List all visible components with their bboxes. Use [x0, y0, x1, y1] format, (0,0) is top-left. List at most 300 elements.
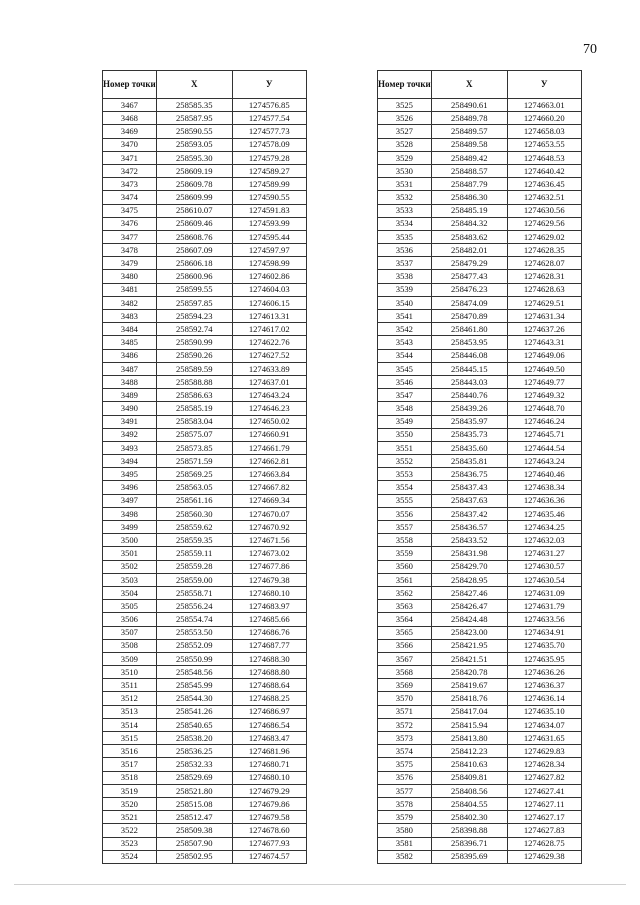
- table-row: [103, 718, 307, 731]
- cell-point-number: 3542: [378, 323, 432, 336]
- cell-x: 258502.95: [156, 850, 232, 863]
- cell-x: 258410.63: [431, 758, 507, 771]
- cell-y: 1274669.34: [232, 494, 306, 507]
- cell-x: 258398.88: [431, 824, 507, 837]
- table-row: [103, 296, 307, 309]
- coordinates-table-right: [377, 70, 582, 864]
- cell-point-number: 3567: [378, 652, 432, 665]
- cell-x: 258586.63: [156, 389, 232, 402]
- table-row: [103, 336, 307, 349]
- cell-y: 1274636.14: [507, 692, 581, 705]
- table-row: [378, 679, 582, 692]
- cell-x: 258436.75: [431, 468, 507, 481]
- table-row: [378, 389, 582, 402]
- cell-point-number: 3529: [378, 151, 432, 164]
- cell-y: 1274686.76: [232, 626, 306, 639]
- cell-point-number: 3494: [103, 455, 157, 468]
- cell-x: 258435.81: [431, 455, 507, 468]
- cell-x: 258396.71: [431, 837, 507, 850]
- cell-point-number: 3518: [103, 771, 157, 784]
- cell-y: 1274635.10: [507, 705, 581, 718]
- cell-x: 258437.63: [431, 494, 507, 507]
- cell-x: 258609.46: [156, 217, 232, 230]
- table-row: [378, 428, 582, 441]
- cell-point-number: 3572: [378, 718, 432, 731]
- table-row: [103, 560, 307, 573]
- table-row: [378, 230, 582, 243]
- cell-y: 1274646.24: [507, 415, 581, 428]
- table-row: [378, 639, 582, 652]
- cell-x: 258470.89: [431, 310, 507, 323]
- cell-point-number: 3478: [103, 244, 157, 257]
- table-row: [103, 771, 307, 784]
- cell-point-number: 3496: [103, 481, 157, 494]
- cell-x: 258420.78: [431, 666, 507, 679]
- cell-y: 1274604.03: [232, 283, 306, 296]
- table-row: [378, 745, 582, 758]
- table-header-row: [378, 71, 582, 99]
- cell-point-number: 3545: [378, 362, 432, 375]
- cell-point-number: 3506: [103, 613, 157, 626]
- cell-point-number: 3577: [378, 784, 432, 797]
- cell-x: 258404.55: [431, 797, 507, 810]
- cell-y: 1274633.89: [232, 362, 306, 375]
- cell-x: 258559.35: [156, 534, 232, 547]
- cell-x: 258485.19: [431, 204, 507, 217]
- cell-point-number: 3503: [103, 573, 157, 586]
- cell-y: 1274589.27: [232, 164, 306, 177]
- cell-y: 1274597.97: [232, 244, 306, 257]
- cell-x: 258436.57: [431, 521, 507, 534]
- table-row: [378, 586, 582, 599]
- cell-x: 258541.26: [156, 705, 232, 718]
- cell-x: 258563.05: [156, 481, 232, 494]
- cell-x: 258544.30: [156, 692, 232, 705]
- cell-point-number: 3541: [378, 310, 432, 323]
- cell-y: 1274678.60: [232, 824, 306, 837]
- cell-y: 1274637.26: [507, 323, 581, 336]
- table-row: [103, 573, 307, 586]
- table-row: [103, 402, 307, 415]
- cell-point-number: 3482: [103, 296, 157, 309]
- cell-x: 258594.23: [156, 310, 232, 323]
- cell-x: 258443.03: [431, 375, 507, 388]
- cell-x: 258479.29: [431, 257, 507, 270]
- table-row: [378, 573, 582, 586]
- cell-point-number: 3513: [103, 705, 157, 718]
- cell-y: 1274660.20: [507, 112, 581, 125]
- table-row: [378, 375, 582, 388]
- table-row: [378, 481, 582, 494]
- cell-point-number: 3560: [378, 560, 432, 573]
- cell-point-number: 3573: [378, 732, 432, 745]
- table-row: [378, 244, 582, 257]
- table-row: [103, 389, 307, 402]
- cell-y: 1274679.58: [232, 811, 306, 824]
- cell-point-number: 3562: [378, 586, 432, 599]
- cell-x: 258588.88: [156, 375, 232, 388]
- cell-y: 1274634.07: [507, 718, 581, 731]
- cell-x: 258507.90: [156, 837, 232, 850]
- cell-y: 1274653.55: [507, 138, 581, 151]
- cell-y: 1274628.31: [507, 270, 581, 283]
- table-row: [378, 824, 582, 837]
- table-row: [378, 125, 582, 138]
- cell-x: 258521.80: [156, 784, 232, 797]
- table-row: [378, 521, 582, 534]
- table-row: [378, 336, 582, 349]
- cell-x: 258489.57: [431, 125, 507, 138]
- table-row: [103, 164, 307, 177]
- table-row: [378, 692, 582, 705]
- cell-y: 1274578.09: [232, 138, 306, 151]
- table-row: [103, 784, 307, 797]
- cell-x: 258569.25: [156, 468, 232, 481]
- cell-point-number: 3511: [103, 679, 157, 692]
- cell-x: 258429.70: [431, 560, 507, 573]
- cell-y: 1274595.44: [232, 230, 306, 243]
- cell-x: 258453.95: [431, 336, 507, 349]
- cell-point-number: 3490: [103, 402, 157, 415]
- table-row: [378, 362, 582, 375]
- cell-y: 1274660.91: [232, 428, 306, 441]
- cell-y: 1274602.86: [232, 270, 306, 283]
- cell-x: 258597.85: [156, 296, 232, 309]
- cell-y: 1274635.95: [507, 652, 581, 665]
- cell-x: 258423.00: [431, 626, 507, 639]
- cell-point-number: 3528: [378, 138, 432, 151]
- cell-y: 1274640.42: [507, 164, 581, 177]
- cell-x: 258415.94: [431, 718, 507, 731]
- cell-x: 258583.04: [156, 415, 232, 428]
- cell-y: 1274686.97: [232, 705, 306, 718]
- cell-point-number: 3575: [378, 758, 432, 771]
- table-row: [378, 850, 582, 863]
- table-row: [378, 771, 582, 784]
- table-row: [103, 732, 307, 745]
- cell-point-number: 3481: [103, 283, 157, 296]
- cell-y: 1274617.02: [232, 323, 306, 336]
- cell-y: 1274643.31: [507, 336, 581, 349]
- cell-point-number: 3533: [378, 204, 432, 217]
- cell-x: 258483.62: [431, 230, 507, 243]
- table-row: [378, 441, 582, 454]
- cell-y: 1274636.45: [507, 178, 581, 191]
- cell-y: 1274679.86: [232, 797, 306, 810]
- cell-point-number: 3551: [378, 441, 432, 454]
- cell-x: 258532.33: [156, 758, 232, 771]
- cell-point-number: 3535: [378, 230, 432, 243]
- table-row: [378, 758, 582, 771]
- cell-x: 258437.42: [431, 507, 507, 520]
- table-row: [103, 217, 307, 230]
- cell-y: 1274663.01: [507, 99, 581, 112]
- cell-point-number: 3492: [103, 428, 157, 441]
- table-row: [103, 613, 307, 626]
- cell-x: 258446.08: [431, 349, 507, 362]
- cell-x: 258435.97: [431, 415, 507, 428]
- table-row: [378, 811, 582, 824]
- cell-y: 1274577.73: [232, 125, 306, 138]
- header-point-number: Номер точки: [378, 71, 432, 99]
- cell-y: 1274649.06: [507, 349, 581, 362]
- cell-point-number: 3544: [378, 349, 432, 362]
- cell-y: 1274629.56: [507, 217, 581, 230]
- cell-y: 1274628.07: [507, 257, 581, 270]
- cell-y: 1274635.46: [507, 507, 581, 520]
- cell-y: 1274606.15: [232, 296, 306, 309]
- table-row: [103, 138, 307, 151]
- table-row: [103, 349, 307, 362]
- cell-point-number: 3523: [103, 837, 157, 850]
- cell-x: 258559.28: [156, 560, 232, 573]
- cell-point-number: 3540: [378, 296, 432, 309]
- cell-y: 1274591.83: [232, 204, 306, 217]
- cell-x: 258607.09: [156, 244, 232, 257]
- cell-x: 258512.47: [156, 811, 232, 824]
- cell-point-number: 3571: [378, 705, 432, 718]
- cell-point-number: 3510: [103, 666, 157, 679]
- cell-point-number: 3576: [378, 771, 432, 784]
- cell-point-number: 3491: [103, 415, 157, 428]
- cell-x: 258412.23: [431, 745, 507, 758]
- cell-point-number: 3539: [378, 283, 432, 296]
- cell-y: 1274576.85: [232, 99, 306, 112]
- cell-point-number: 3522: [103, 824, 157, 837]
- cell-y: 1274677.86: [232, 560, 306, 573]
- footer-divider: [14, 884, 626, 885]
- cell-x: 258445.15: [431, 362, 507, 375]
- table-row: [378, 296, 582, 309]
- header-x: X: [156, 71, 232, 99]
- table-row: [103, 270, 307, 283]
- cell-y: 1274628.35: [507, 244, 581, 257]
- cell-x: 258559.11: [156, 547, 232, 560]
- cell-point-number: 3557: [378, 521, 432, 534]
- cell-point-number: 3554: [378, 481, 432, 494]
- table-row: [378, 310, 582, 323]
- cell-y: 1274685.66: [232, 613, 306, 626]
- table-row: [378, 507, 582, 520]
- cell-y: 1274667.82: [232, 481, 306, 494]
- cell-y: 1274643.24: [232, 389, 306, 402]
- table-row: [103, 230, 307, 243]
- cell-x: 258484.32: [431, 217, 507, 230]
- cell-point-number: 3579: [378, 811, 432, 824]
- cell-x: 258418.76: [431, 692, 507, 705]
- table-row: [103, 191, 307, 204]
- cell-x: 258558.71: [156, 586, 232, 599]
- cell-y: 1274632.51: [507, 191, 581, 204]
- header-point-number: Номер точки: [103, 71, 157, 99]
- table-row: [103, 310, 307, 323]
- cell-point-number: 3581: [378, 837, 432, 850]
- cell-y: 1274629.51: [507, 296, 581, 309]
- cell-y: 1274589.99: [232, 178, 306, 191]
- cell-x: 258424.48: [431, 613, 507, 626]
- table-row: [103, 837, 307, 850]
- cell-point-number: 3546: [378, 375, 432, 388]
- table-row: [103, 850, 307, 863]
- cell-x: 258610.07: [156, 204, 232, 217]
- cell-y: 1274627.83: [507, 824, 581, 837]
- cell-x: 258477.43: [431, 270, 507, 283]
- cell-point-number: 3473: [103, 178, 157, 191]
- table-row: [378, 468, 582, 481]
- table-row: [378, 652, 582, 665]
- table-row: [378, 151, 582, 164]
- cell-x: 258435.60: [431, 441, 507, 454]
- cell-y: 1274650.02: [232, 415, 306, 428]
- cell-point-number: 3558: [378, 534, 432, 547]
- cell-point-number: 3526: [378, 112, 432, 125]
- cell-x: 258482.01: [431, 244, 507, 257]
- cell-y: 1274590.55: [232, 191, 306, 204]
- cell-x: 258439.26: [431, 402, 507, 415]
- table-row: [103, 112, 307, 125]
- cell-y: 1274680.71: [232, 758, 306, 771]
- cell-point-number: 3556: [378, 507, 432, 520]
- cell-x: 258426.47: [431, 600, 507, 613]
- table-row: [378, 784, 582, 797]
- cell-y: 1274644.54: [507, 441, 581, 454]
- cell-x: 258431.98: [431, 547, 507, 560]
- table-row: [378, 270, 582, 283]
- table-row: [103, 204, 307, 217]
- table-row: [378, 112, 582, 125]
- cell-y: 1274628.75: [507, 837, 581, 850]
- cell-x: 258561.16: [156, 494, 232, 507]
- cell-y: 1274636.37: [507, 679, 581, 692]
- cell-x: 258515.08: [156, 797, 232, 810]
- table-row: [103, 745, 307, 758]
- cell-point-number: 3548: [378, 402, 432, 415]
- cell-y: 1274687.77: [232, 639, 306, 652]
- cell-point-number: 3519: [103, 784, 157, 797]
- cell-x: 258609.19: [156, 164, 232, 177]
- cell-y: 1274630.56: [507, 204, 581, 217]
- table-row: [103, 652, 307, 665]
- table-row: [378, 560, 582, 573]
- table-row: [103, 824, 307, 837]
- cell-point-number: 3500: [103, 534, 157, 547]
- cell-x: 258552.09: [156, 639, 232, 652]
- cell-y: 1274671.56: [232, 534, 306, 547]
- cell-point-number: 3566: [378, 639, 432, 652]
- cell-point-number: 3559: [378, 547, 432, 560]
- cell-x: 258592.74: [156, 323, 232, 336]
- table-row: [378, 626, 582, 639]
- table-row: [378, 415, 582, 428]
- cell-y: 1274686.54: [232, 718, 306, 731]
- cell-y: 1274649.50: [507, 362, 581, 375]
- cell-x: 258556.24: [156, 600, 232, 613]
- cell-x: 258487.79: [431, 178, 507, 191]
- cell-y: 1274649.77: [507, 375, 581, 388]
- cell-y: 1274688.64: [232, 679, 306, 692]
- table-row: [103, 178, 307, 191]
- cell-point-number: 3497: [103, 494, 157, 507]
- table-row: [103, 639, 307, 652]
- cell-x: 258590.26: [156, 349, 232, 362]
- cell-y: 1274679.29: [232, 784, 306, 797]
- cell-point-number: 3580: [378, 824, 432, 837]
- table-row: [378, 732, 582, 745]
- cell-y: 1274680.10: [232, 586, 306, 599]
- cell-y: 1274688.30: [232, 652, 306, 665]
- cell-y: 1274646.23: [232, 402, 306, 415]
- cell-point-number: 3505: [103, 600, 157, 613]
- cell-x: 258409.81: [431, 771, 507, 784]
- cell-x: 258428.95: [431, 573, 507, 586]
- cell-x: 258608.76: [156, 230, 232, 243]
- cell-point-number: 3570: [378, 692, 432, 705]
- cell-x: 258560.30: [156, 507, 232, 520]
- table-row: [378, 191, 582, 204]
- cell-point-number: 3552: [378, 455, 432, 468]
- cell-point-number: 3521: [103, 811, 157, 824]
- table-row: [103, 586, 307, 599]
- cell-y: 1274627.41: [507, 784, 581, 797]
- cell-point-number: 3498: [103, 507, 157, 520]
- cell-x: 258595.30: [156, 151, 232, 164]
- cell-x: 258408.56: [431, 784, 507, 797]
- cell-point-number: 3527: [378, 125, 432, 138]
- cell-x: 258427.46: [431, 586, 507, 599]
- table-row: [378, 455, 582, 468]
- cell-point-number: 3517: [103, 758, 157, 771]
- cell-y: 1274631.65: [507, 732, 581, 745]
- table-row: [103, 494, 307, 507]
- cell-point-number: 3569: [378, 679, 432, 692]
- cell-point-number: 3520: [103, 797, 157, 810]
- cell-point-number: 3564: [378, 613, 432, 626]
- cell-x: 258585.35: [156, 99, 232, 112]
- cell-y: 1274648.53: [507, 151, 581, 164]
- cell-point-number: 3563: [378, 600, 432, 613]
- cell-y: 1274636.36: [507, 494, 581, 507]
- cell-point-number: 3477: [103, 230, 157, 243]
- cell-point-number: 3470: [103, 138, 157, 151]
- cell-point-number: 3502: [103, 560, 157, 573]
- cell-point-number: 3483: [103, 310, 157, 323]
- cell-point-number: 3561: [378, 573, 432, 586]
- cell-point-number: 3524: [103, 850, 157, 863]
- cell-y: 1274679.38: [232, 573, 306, 586]
- table-row: [378, 164, 582, 177]
- table-row: [103, 811, 307, 824]
- cell-point-number: 3472: [103, 164, 157, 177]
- cell-x: 258419.67: [431, 679, 507, 692]
- table-row: [103, 99, 307, 112]
- cell-point-number: 3512: [103, 692, 157, 705]
- cell-point-number: 3555: [378, 494, 432, 507]
- cell-x: 258488.57: [431, 164, 507, 177]
- cell-point-number: 3509: [103, 652, 157, 665]
- table-row: [103, 481, 307, 494]
- cell-y: 1274658.03: [507, 125, 581, 138]
- cell-x: 258599.55: [156, 283, 232, 296]
- page-number: 70: [583, 42, 597, 57]
- cell-y: 1274627.17: [507, 811, 581, 824]
- cell-x: 258421.95: [431, 639, 507, 652]
- cell-x: 258490.61: [431, 99, 507, 112]
- cell-point-number: 3499: [103, 521, 157, 534]
- cell-y: 1274680.10: [232, 771, 306, 784]
- cell-x: 258585.19: [156, 402, 232, 415]
- cell-point-number: 3493: [103, 441, 157, 454]
- cell-x: 258529.69: [156, 771, 232, 784]
